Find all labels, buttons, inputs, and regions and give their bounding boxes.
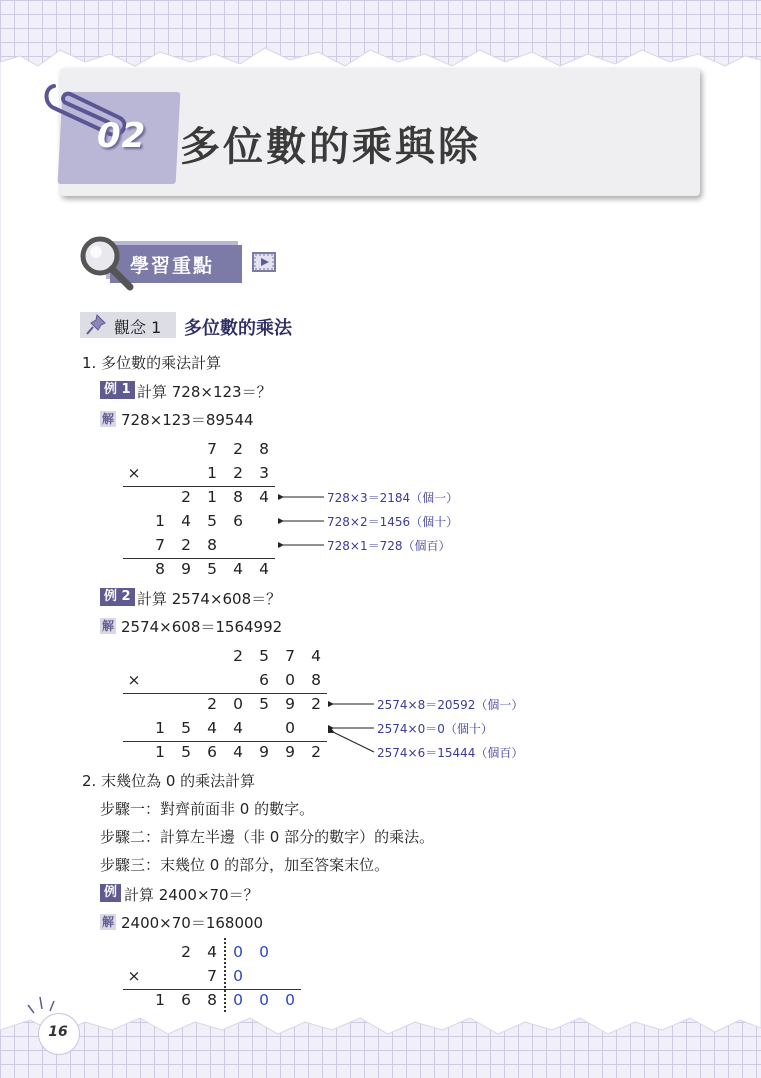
example1-note-tens: 728×2＝1456（個十） xyxy=(327,515,459,529)
focus-title: 學習重點 xyxy=(130,255,215,277)
example3-answer: 2400×70＝168000 xyxy=(121,914,264,932)
concept-title: 多位數的乘法 xyxy=(184,318,292,339)
example2-solution-label: 解 xyxy=(101,619,114,633)
digit: 4 xyxy=(259,488,269,506)
zero-digit: 0 xyxy=(233,991,243,1009)
example1-question: 計算 728×123＝？ xyxy=(137,383,272,401)
times-sign: × xyxy=(127,967,141,985)
digit: 7 xyxy=(207,967,217,985)
play-icon xyxy=(254,254,274,270)
example1-solution-label: 解 xyxy=(101,412,114,426)
concept-label: 觀念 1 xyxy=(114,318,162,337)
rule-line xyxy=(123,558,275,559)
digit: 4 xyxy=(233,719,243,737)
section1-heading: 1. 多位數的乘法計算 xyxy=(82,354,222,372)
digit: 4 xyxy=(233,743,243,761)
digit: 2 xyxy=(311,695,321,713)
example3-badge: 例 xyxy=(100,884,121,902)
digit: 4 xyxy=(311,647,321,665)
digit: 5 xyxy=(259,695,269,713)
digit: 7 xyxy=(285,647,295,665)
digit: 2 xyxy=(181,488,191,506)
digit: 1 xyxy=(155,719,165,737)
zero-digit: 0 xyxy=(259,943,269,961)
digit: 9 xyxy=(259,743,269,761)
chapter-title: 多位數的乘與除 xyxy=(180,124,481,170)
step-three: 步驟三：末幾位 0 的部分，加至答案末位。 xyxy=(100,856,390,874)
example1-badge: 例 1 xyxy=(100,381,135,399)
step-two: 步驟二：計算左半邊（非 0 部分的數字）的乘法。 xyxy=(100,828,435,846)
digit: 6 xyxy=(207,743,217,761)
digit: 5 xyxy=(181,743,191,761)
page-number: 16 xyxy=(48,1024,68,1040)
digit: 5 xyxy=(259,647,269,665)
zero-digit: 0 xyxy=(233,967,243,985)
zero-digit: 0 xyxy=(259,991,269,1009)
chapter-number: 02 xyxy=(97,116,147,156)
digit: 0 xyxy=(285,671,295,689)
zero-digit: 0 xyxy=(285,991,295,1009)
example2-answer: 2574×608＝1564992 xyxy=(121,618,283,636)
step-one: 步驟一：對齊前面非 0 的數字。 xyxy=(100,800,315,818)
example2-arrows xyxy=(328,694,378,762)
digit: 5 xyxy=(181,719,191,737)
digit: 0 xyxy=(285,719,295,737)
digit: 4 xyxy=(207,943,217,961)
digit: 1 xyxy=(155,743,165,761)
digit: 8 xyxy=(311,671,321,689)
digit: 7 xyxy=(155,536,165,554)
digit: 8 xyxy=(207,991,217,1009)
digit: 9 xyxy=(285,743,295,761)
digit: 2 xyxy=(181,943,191,961)
video-play-button[interactable] xyxy=(252,252,276,272)
digit: 8 xyxy=(155,560,165,578)
example2-note-ones: 2574×8＝20592（個一） xyxy=(377,698,524,712)
times-sign: × xyxy=(127,464,141,482)
digit: 4 xyxy=(207,719,217,737)
example3-question: 計算 2400×70＝？ xyxy=(124,886,259,904)
zero-digit: 0 xyxy=(233,943,243,961)
example1-note-ones: 728×3＝2184（個一） xyxy=(327,491,459,505)
example2-note-hundreds: 2574×6＝15444（個百） xyxy=(377,746,524,760)
example1-note-hundreds: 728×1＝728（個百） xyxy=(327,539,451,553)
digit: 7 xyxy=(207,440,217,458)
digit: 4 xyxy=(181,512,191,530)
digit: 9 xyxy=(285,695,295,713)
digit: 0 xyxy=(233,695,243,713)
digit: 5 xyxy=(207,560,217,578)
digit: 2 xyxy=(207,695,217,713)
example2-badge: 例 2 xyxy=(100,588,135,606)
digit: 4 xyxy=(233,560,243,578)
sparkle-icon xyxy=(22,993,62,1015)
section2-heading: 2. 末幾位為 0 的乘法計算 xyxy=(82,772,256,790)
example1-answer: 728×123＝89544 xyxy=(121,411,254,429)
digit: 1 xyxy=(207,488,217,506)
digit: 1 xyxy=(155,512,165,530)
example3-solution-label: 解 xyxy=(101,915,114,929)
digit: 8 xyxy=(233,488,243,506)
pushpin-icon xyxy=(84,312,108,338)
digit: 2 xyxy=(233,647,243,665)
digit: 6 xyxy=(181,991,191,1009)
digit: 4 xyxy=(259,560,269,578)
digit: 2 xyxy=(181,536,191,554)
digit: 5 xyxy=(207,512,217,530)
digit: 1 xyxy=(207,464,217,482)
digit: 6 xyxy=(259,671,269,689)
digit: 2 xyxy=(233,440,243,458)
example2-note-tens: 2574×0＝0（個十） xyxy=(377,722,493,736)
zero-separator-line xyxy=(224,938,226,1012)
digit: 3 xyxy=(259,464,269,482)
times-sign: × xyxy=(127,671,141,689)
digit: 8 xyxy=(207,536,217,554)
digit: 2 xyxy=(233,464,243,482)
arrow-line xyxy=(333,732,374,752)
example1-arrows xyxy=(278,488,328,554)
rule-line xyxy=(123,486,275,487)
digit: 6 xyxy=(233,512,243,530)
digit: 1 xyxy=(155,991,165,1009)
digit: 2 xyxy=(311,743,321,761)
digit: 8 xyxy=(259,440,269,458)
magnifier-icon xyxy=(76,234,138,294)
digit: 9 xyxy=(181,560,191,578)
example2-question: 計算 2574×608＝？ xyxy=(137,590,282,608)
